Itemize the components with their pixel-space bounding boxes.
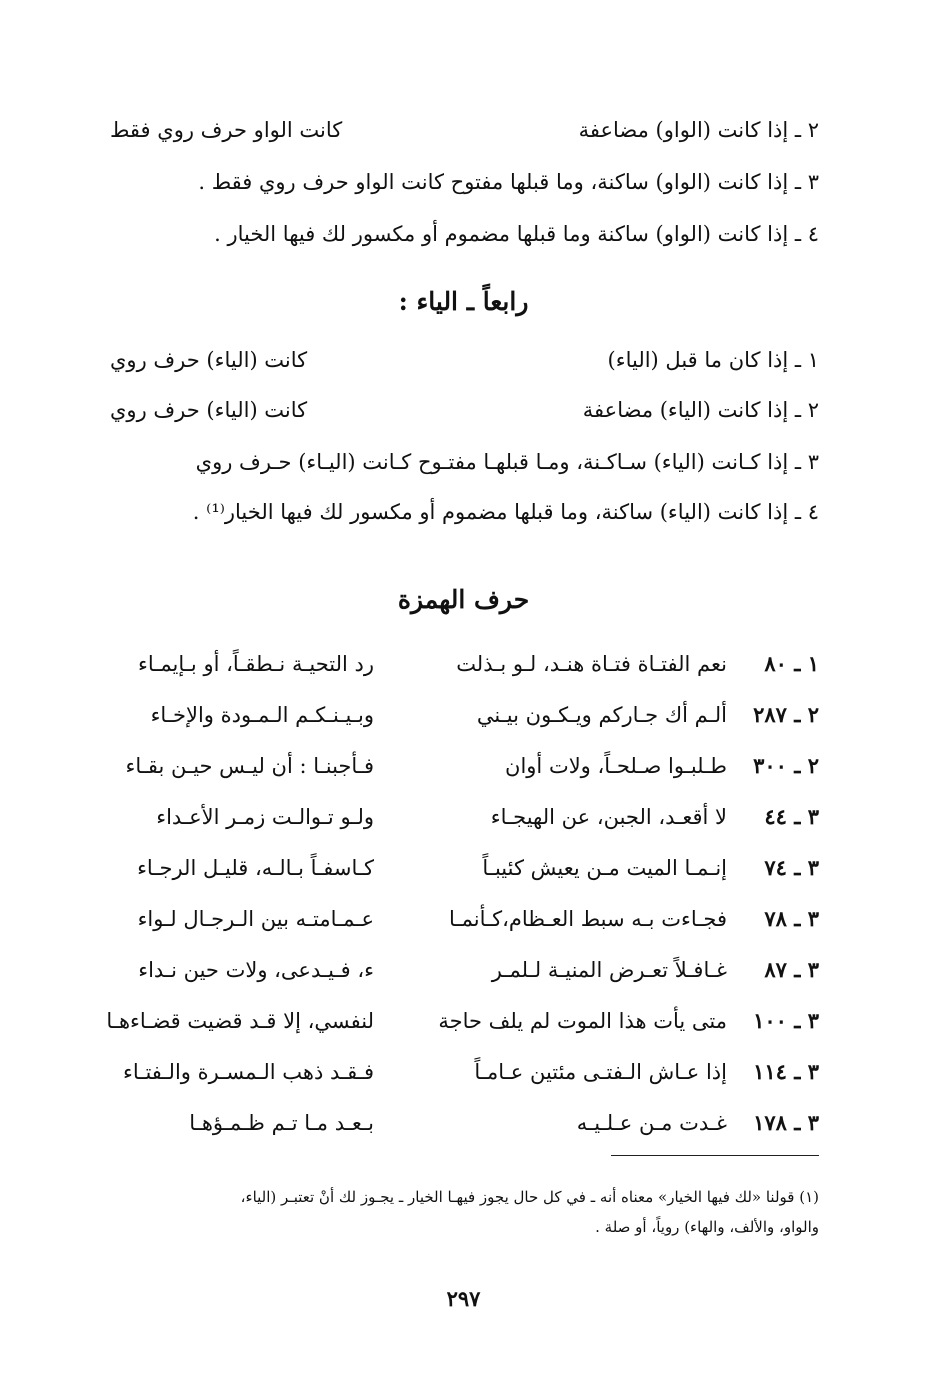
poem-ref: ١ ـ ٨٠ bbox=[764, 651, 819, 676]
poem-ref: ٢ ـ ٢٨٧ bbox=[753, 702, 819, 727]
waw-rule-3 bbox=[0, 162, 927, 202]
poem-line bbox=[0, 744, 927, 788]
poem-line bbox=[0, 846, 927, 890]
rule-condition: ٢ ـ إذا كانت (الواو) مضاعفة bbox=[578, 118, 819, 142]
rule-text: ٣ ـ إذا كـانت (الياء) سـاكـنة، ومـا قبلهـا مفتـوح كـانت (اليـاء) حـرف روي bbox=[195, 450, 819, 474]
poem-line bbox=[0, 693, 927, 737]
poem-first-hemistich: نعم الفتـاة فتـاة هنـد، لـو بـذلت bbox=[456, 652, 727, 676]
poem-second-hemistich: وبـيـنـكـم الـمـودة والإخـاء bbox=[150, 703, 374, 727]
page-number: ٢٩٧ bbox=[446, 1286, 481, 1311]
poem-ref: ٣ ـ ٨٧ bbox=[764, 957, 819, 982]
poem-ref: ٣ ـ ١٧٨ bbox=[753, 1110, 819, 1135]
poem-line bbox=[0, 642, 927, 686]
rule-text: ٤ ـ إذا كانت (الواو) ساكنة وما قبلها مضموم أو مكسور لك فيها الخيار . bbox=[214, 222, 819, 246]
poem-second-hemistich: فـقـد ذهب الـمسـرة والـفتـاء bbox=[123, 1060, 374, 1084]
poem-second-hemistich: بـعـد مـا تـم ظـمـؤهـا bbox=[189, 1111, 374, 1135]
poem-second-hemistich: فـأجبنـا : أن ليـس حيـن بقـاء bbox=[125, 754, 374, 778]
rule-condition: ١ ـ إذا كان ما قبل (الياء) bbox=[607, 348, 819, 372]
poem-line bbox=[0, 1101, 927, 1145]
poem-second-hemistich: كـاسفـاً بـالـه، قليـل الرجـاء bbox=[137, 856, 374, 880]
poem-first-hemistich: فجـاءت بـه سبط العـظام،كـأنمـا bbox=[449, 907, 727, 931]
ya-section-heading: رابعاً ـ الياء : bbox=[398, 287, 529, 316]
poem-second-hemistich: ولـو تـوالـت زمـر الأعـداء bbox=[156, 805, 374, 829]
poem-line bbox=[0, 897, 927, 941]
ya-rule-3 bbox=[0, 442, 927, 482]
poem-first-hemistich: إذا عـاش الـفتـى مئتين عـامـاً bbox=[474, 1060, 727, 1084]
poem-second-hemistich: ء، فـيـدعى، ولات حين نـداء bbox=[138, 958, 374, 982]
poem-ref: ٣ ـ ٧٤ bbox=[764, 855, 819, 880]
ya-rule-1 bbox=[0, 340, 927, 380]
rule-text: ٣ ـ إذا كانت (الواو) ساكنة، وما قبلها مفتوح كانت الواو حرف روي فقط . bbox=[198, 170, 819, 194]
poem-first-hemistich: إنـمـا الميت مـن يعيش كئيبـاً bbox=[482, 856, 727, 880]
ya-rule-2 bbox=[0, 390, 927, 430]
rule-result: كانت الواو حرف روي فقط bbox=[110, 118, 343, 142]
poem-ref: ٣ ـ ١١٤ bbox=[753, 1059, 819, 1084]
rule-result: كانت (الياء) حرف روي bbox=[110, 348, 308, 372]
poem-first-hemistich: غـافـلاً تعـرض المنيـة لـلمـر bbox=[491, 958, 727, 982]
hamza-section-heading: حرف الهمزة bbox=[397, 585, 530, 614]
poem-ref: ٣ ـ ١٠٠ bbox=[753, 1008, 819, 1033]
poem-line bbox=[0, 999, 927, 1043]
poem-ref: ٣ ـ ٧٨ bbox=[764, 906, 819, 931]
rule-condition: ٢ ـ إذا كانت (الياء) مضاعفة bbox=[582, 398, 819, 422]
poem-first-hemistich: طـلبـوا صـلحـاً، ولات أوان bbox=[505, 754, 727, 778]
ya-rule-4 bbox=[0, 492, 927, 532]
poem-second-hemistich: رد التحيـة نـطقـاً، أو بـإيمـاء bbox=[137, 652, 374, 676]
poem-ref: ٢ ـ ٣٠٠ bbox=[753, 753, 819, 778]
poem-ref: ٣ ـ ٤٤ bbox=[764, 804, 819, 829]
poem-line bbox=[0, 948, 927, 992]
poem-second-hemistich: عـمـامتـه بين الـرجـال لـواء bbox=[137, 907, 374, 931]
waw-rule-4 bbox=[0, 214, 927, 254]
poem-first-hemistich: لا أقعـد، الجبن، عن الهيجـاء bbox=[490, 805, 727, 829]
poem-second-hemistich: لنفسي، إلا قـد قضيت قضـاءهـا bbox=[106, 1009, 374, 1033]
poem-line bbox=[0, 795, 927, 839]
footnote-line-1: (١) قولنا «لك فيها الخيار» معناه أنه ـ في كل حال يجوز فيهـا الخيار ـ يجـوز لك أنْ تعتبـر (الياء، bbox=[240, 1188, 819, 1206]
poem-first-hemistich: ألـم أك جـاركم ويـكـون بيـني bbox=[476, 703, 727, 727]
poem-line bbox=[0, 1050, 927, 1094]
rule-result: كانت (الياء) حرف روي bbox=[110, 398, 308, 422]
footnote-line-2: والواو، والألف، والهاء) روياً، أو صلة . bbox=[595, 1218, 819, 1236]
poem-first-hemistich: متى يأت هذا الموت لم يلف حاجة bbox=[438, 1009, 727, 1033]
rule-text: ٤ ـ إذا كانت (الياء) ساكنة، وما قبلها مضموم أو مكسور لك فيها الخيار⁽¹⁾ . bbox=[192, 500, 819, 524]
footnote-divider bbox=[611, 1155, 819, 1156]
waw-rule-2 bbox=[0, 110, 927, 150]
poem-first-hemistich: غـدت مـن عـلـيـه bbox=[576, 1111, 727, 1135]
